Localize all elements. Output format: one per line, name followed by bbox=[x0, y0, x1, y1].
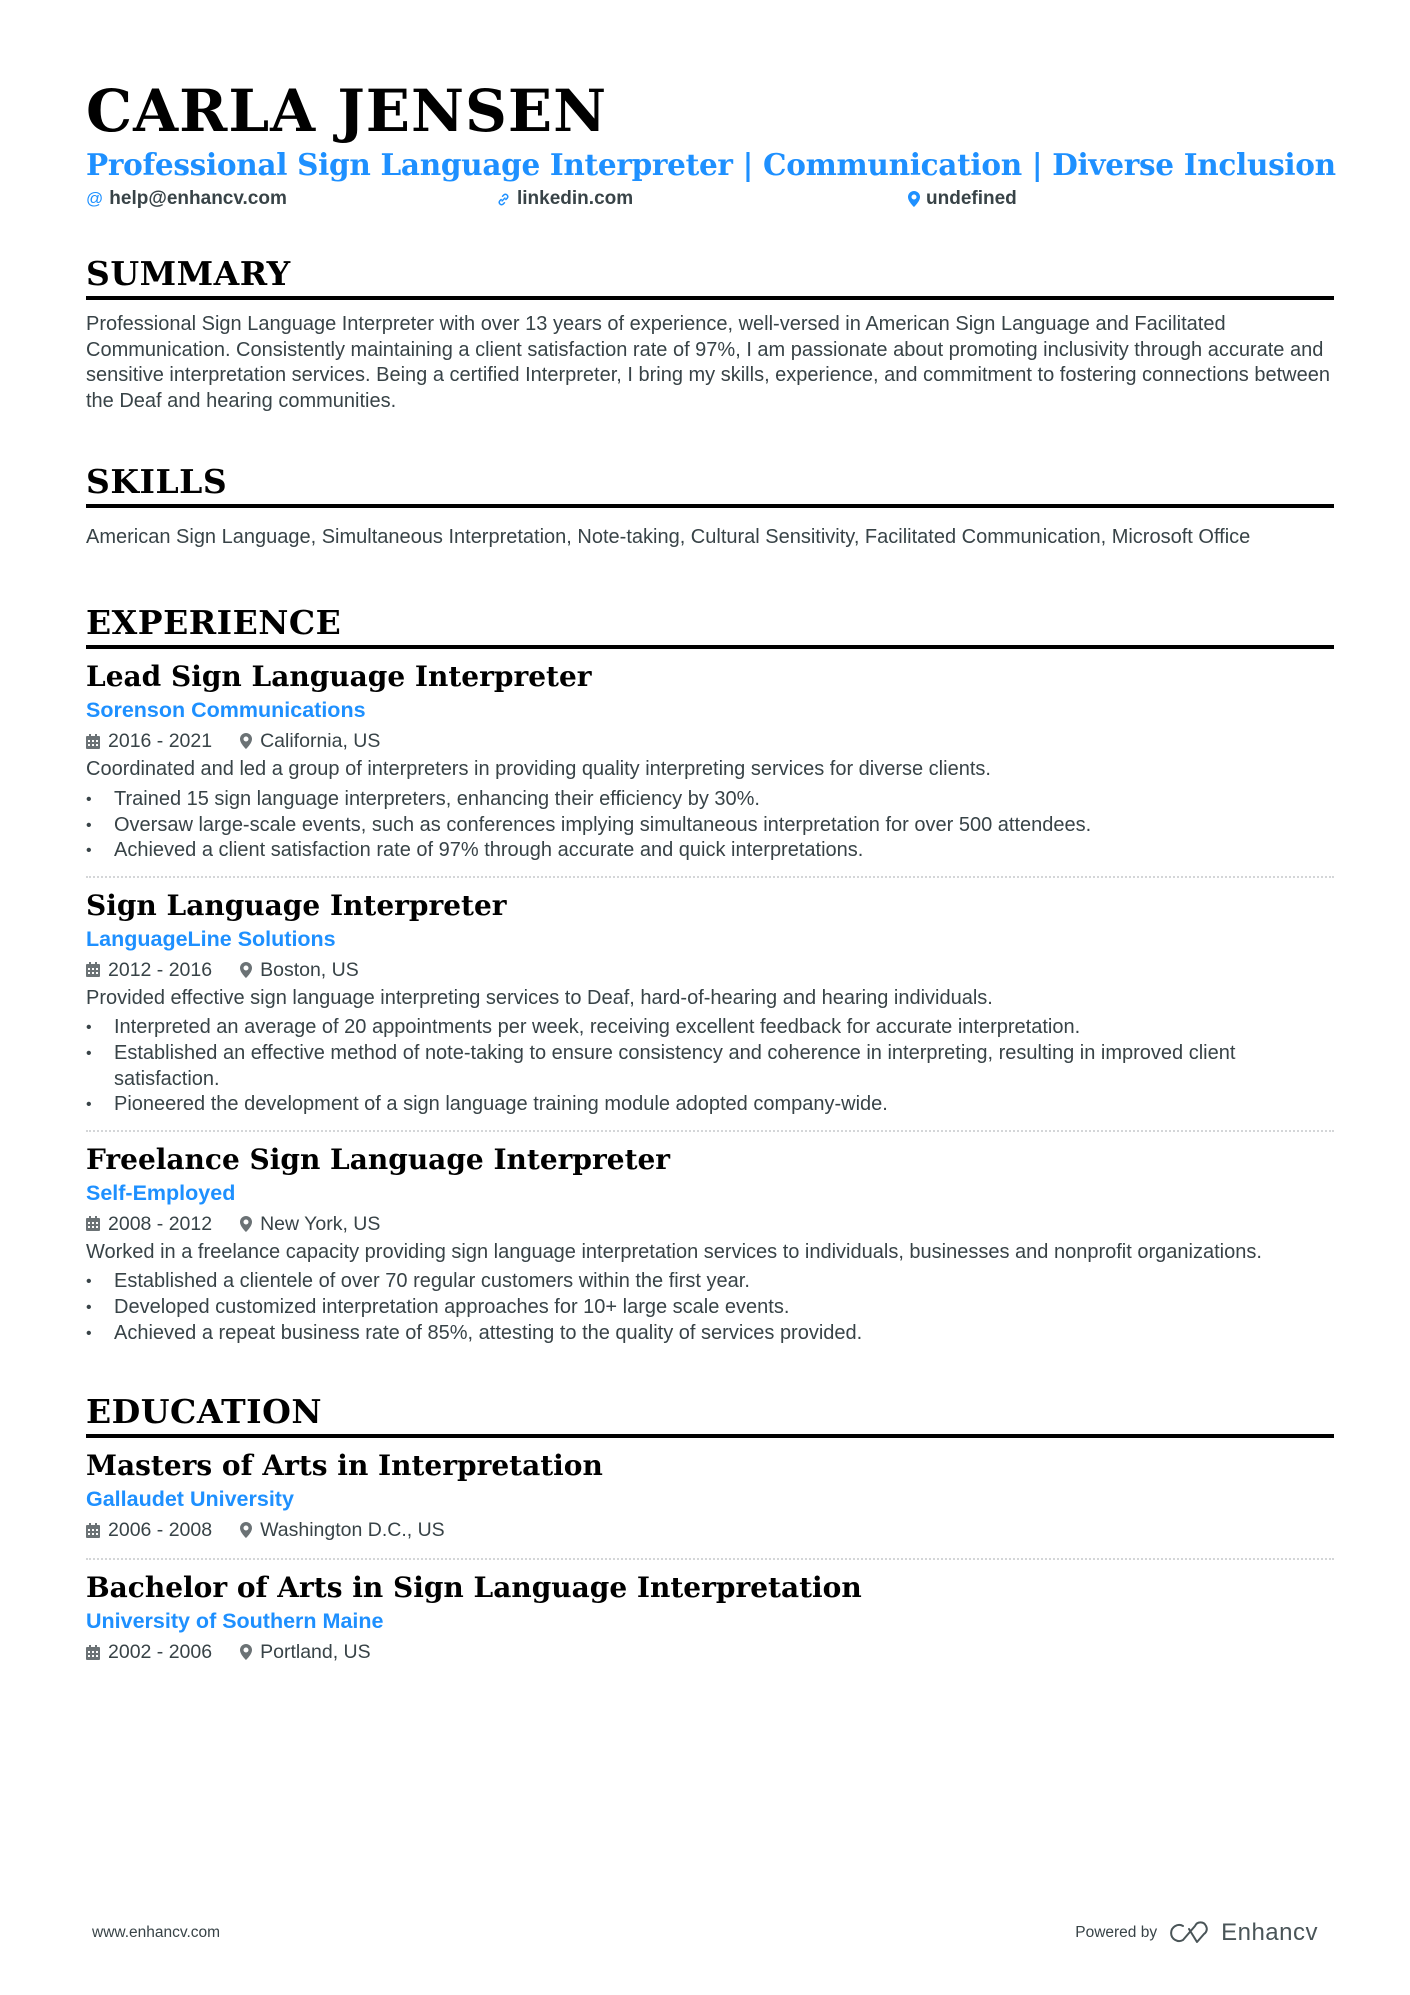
location-pin-icon bbox=[240, 962, 252, 978]
calendar-icon bbox=[86, 962, 100, 977]
entry-meta bbox=[86, 954, 1334, 986]
experience-entry bbox=[86, 659, 1334, 863]
contact-linkedin[interactable] bbox=[496, 186, 908, 212]
footer bbox=[92, 1920, 1318, 1946]
location-pin-icon bbox=[908, 191, 920, 207]
powered-by bbox=[1075, 1919, 1318, 1947]
achievement-list bbox=[86, 787, 1334, 864]
achievement-list bbox=[86, 1015, 1334, 1117]
job-description: Worked in a freelance capacity providing sign language interpretation services to individuals, businesses and nonprofit organizations. bbox=[86, 1240, 1262, 1263]
resume-page bbox=[86, 76, 1334, 1668]
contact-location bbox=[908, 186, 1017, 212]
list-item: • Trained 15 sign language interpreters, enhancing their efficiency by 30%. bbox=[86, 787, 1334, 813]
experience-entry bbox=[86, 888, 1334, 1118]
achievement-list bbox=[86, 1269, 1334, 1346]
section-divider bbox=[86, 504, 1334, 508]
entry-divider bbox=[86, 1130, 1334, 1132]
job-title: Sign Language Interpreter bbox=[86, 888, 507, 922]
section-title: SKILLS bbox=[86, 462, 228, 502]
calendar-icon bbox=[86, 1645, 100, 1660]
skills-text: American Sign Language, Simultaneous Interpretation, Note-taking, Cultural Sensitivity, Facilitated Communication, Microsoft Office bbox=[86, 526, 1251, 549]
headline: Professional Sign Language Interpreter | Communication | Diverse Inclusion bbox=[86, 147, 1336, 182]
powered-by-label: Powered by bbox=[1075, 1924, 1158, 1941]
location: Boston, US bbox=[260, 958, 359, 981]
skills-section bbox=[86, 462, 1334, 551]
candidate-name: CARLA JENSEN bbox=[86, 77, 608, 145]
education-entry bbox=[86, 1448, 1334, 1546]
school-name: Gallaudet University bbox=[86, 1487, 294, 1512]
list-item: • Interpreted an average of 20 appointments per week, receiving excellent feedback for accurate interpretation. bbox=[86, 1015, 1334, 1041]
enhancv-logo-icon bbox=[1169, 1921, 1213, 1945]
calendar-icon bbox=[86, 1523, 100, 1538]
education-section bbox=[86, 1392, 1334, 1668]
degree-title: Bachelor of Arts in Sign Language Interpretation bbox=[86, 1571, 862, 1605]
linkedin-text: linkedin.com bbox=[517, 188, 634, 209]
school-name: University of Southern Maine bbox=[86, 1609, 384, 1634]
dates: 2008 - 2012 bbox=[108, 1212, 213, 1235]
dates: 2002 - 2006 bbox=[108, 1641, 213, 1664]
education-entry bbox=[86, 1570, 1334, 1668]
job-title: Lead Sign Language Interpreter bbox=[86, 660, 592, 694]
location: California, US bbox=[260, 730, 381, 753]
calendar-icon bbox=[86, 734, 100, 749]
at-icon: @ bbox=[86, 189, 104, 208]
section-title: EXPERIENCE bbox=[86, 603, 342, 643]
section-divider bbox=[86, 296, 1334, 300]
contact-row bbox=[86, 186, 1334, 212]
brand-name: Enhancv bbox=[1221, 1919, 1318, 1946]
degree-title: Masters of Arts in Interpretation bbox=[86, 1449, 603, 1483]
company-name: LanguageLine Solutions bbox=[86, 926, 336, 951]
section-title: SUMMARY bbox=[86, 254, 291, 293]
section-divider bbox=[86, 645, 1334, 649]
contact-email[interactable] bbox=[86, 186, 496, 212]
location-pin-icon bbox=[240, 1216, 252, 1232]
enhancv-logo[interactable] bbox=[1169, 1919, 1318, 1947]
job-title: Freelance Sign Language Interpreter bbox=[86, 1142, 671, 1176]
location-pin-icon bbox=[240, 1522, 252, 1538]
company-name: Sorenson Communications bbox=[86, 698, 366, 723]
list-item: • Oversaw large-scale events, such as conferences implying simultaneous interpretation for over 500 attendees. bbox=[86, 813, 1334, 839]
section-title: EDUCATION bbox=[86, 1392, 323, 1432]
calendar-icon bbox=[86, 1216, 100, 1231]
location-pin-icon bbox=[240, 1644, 252, 1660]
list-item: • Established an effective method of note-taking to ensure consistency and coherence in interpreting, resulting in improved client satisfaction. bbox=[86, 1041, 1334, 1092]
experience-entry bbox=[86, 1142, 1334, 1346]
dates: 2012 - 2016 bbox=[108, 958, 213, 981]
location: Portland, US bbox=[260, 1641, 371, 1664]
entry-divider bbox=[86, 1558, 1334, 1560]
experience-section bbox=[86, 603, 1334, 1346]
entry-meta bbox=[86, 725, 1334, 757]
location-pin-icon bbox=[240, 733, 252, 749]
entry-meta bbox=[86, 1514, 1334, 1546]
list-item: • Achieved a repeat business rate of 85%, attesting to the quality of services provided. bbox=[86, 1321, 1334, 1347]
entry-meta bbox=[86, 1208, 1334, 1240]
list-item: • Achieved a client satisfaction rate of 97% through accurate and quick interpretations. bbox=[86, 838, 1334, 864]
summary-text: Professional Sign Language Interpreter with over 13 years of experience, well-versed in American Sign Language and Facilitated Communication. Consistently maintaining a client satisfaction rate of 97%, I am passionate about promoting inclusivity through accurate and sensitive interpretation services. Being a certified Interpreter, I bring my skills, experience, and commitment to fostering connections between the Deaf and hearing communities. bbox=[86, 313, 1330, 412]
location: New York, US bbox=[260, 1212, 381, 1235]
entry-divider bbox=[86, 876, 1334, 878]
company-name: Self-Employed bbox=[86, 1180, 236, 1205]
list-item: • Established a clientele of over 70 regular customers within the first year. bbox=[86, 1269, 1334, 1295]
section-divider bbox=[86, 1434, 1334, 1438]
job-description: Provided effective sign language interpreting services to Deaf, hard-of-hearing and hearing individuals. bbox=[86, 986, 993, 1009]
website-link[interactable]: www.enhancv.com bbox=[92, 1924, 221, 1941]
link-icon bbox=[496, 192, 511, 207]
email-text: help@enhancv.com bbox=[109, 188, 287, 209]
job-description: Coordinated and led a group of interpreters in providing quality interpreting services for diverse clients. bbox=[86, 758, 991, 781]
location: Washington D.C., US bbox=[260, 1519, 445, 1542]
list-item: • Pioneered the development of a sign language training module adopted company-wide. bbox=[86, 1092, 1334, 1118]
list-item: • Developed customized interpretation approaches for 10+ large scale events. bbox=[86, 1295, 1334, 1321]
dates: 2016 - 2021 bbox=[108, 730, 213, 753]
entry-meta bbox=[86, 1636, 1334, 1668]
dates: 2006 - 2008 bbox=[108, 1519, 213, 1542]
location-text: undefined bbox=[926, 188, 1017, 209]
summary-section bbox=[86, 254, 1334, 414]
